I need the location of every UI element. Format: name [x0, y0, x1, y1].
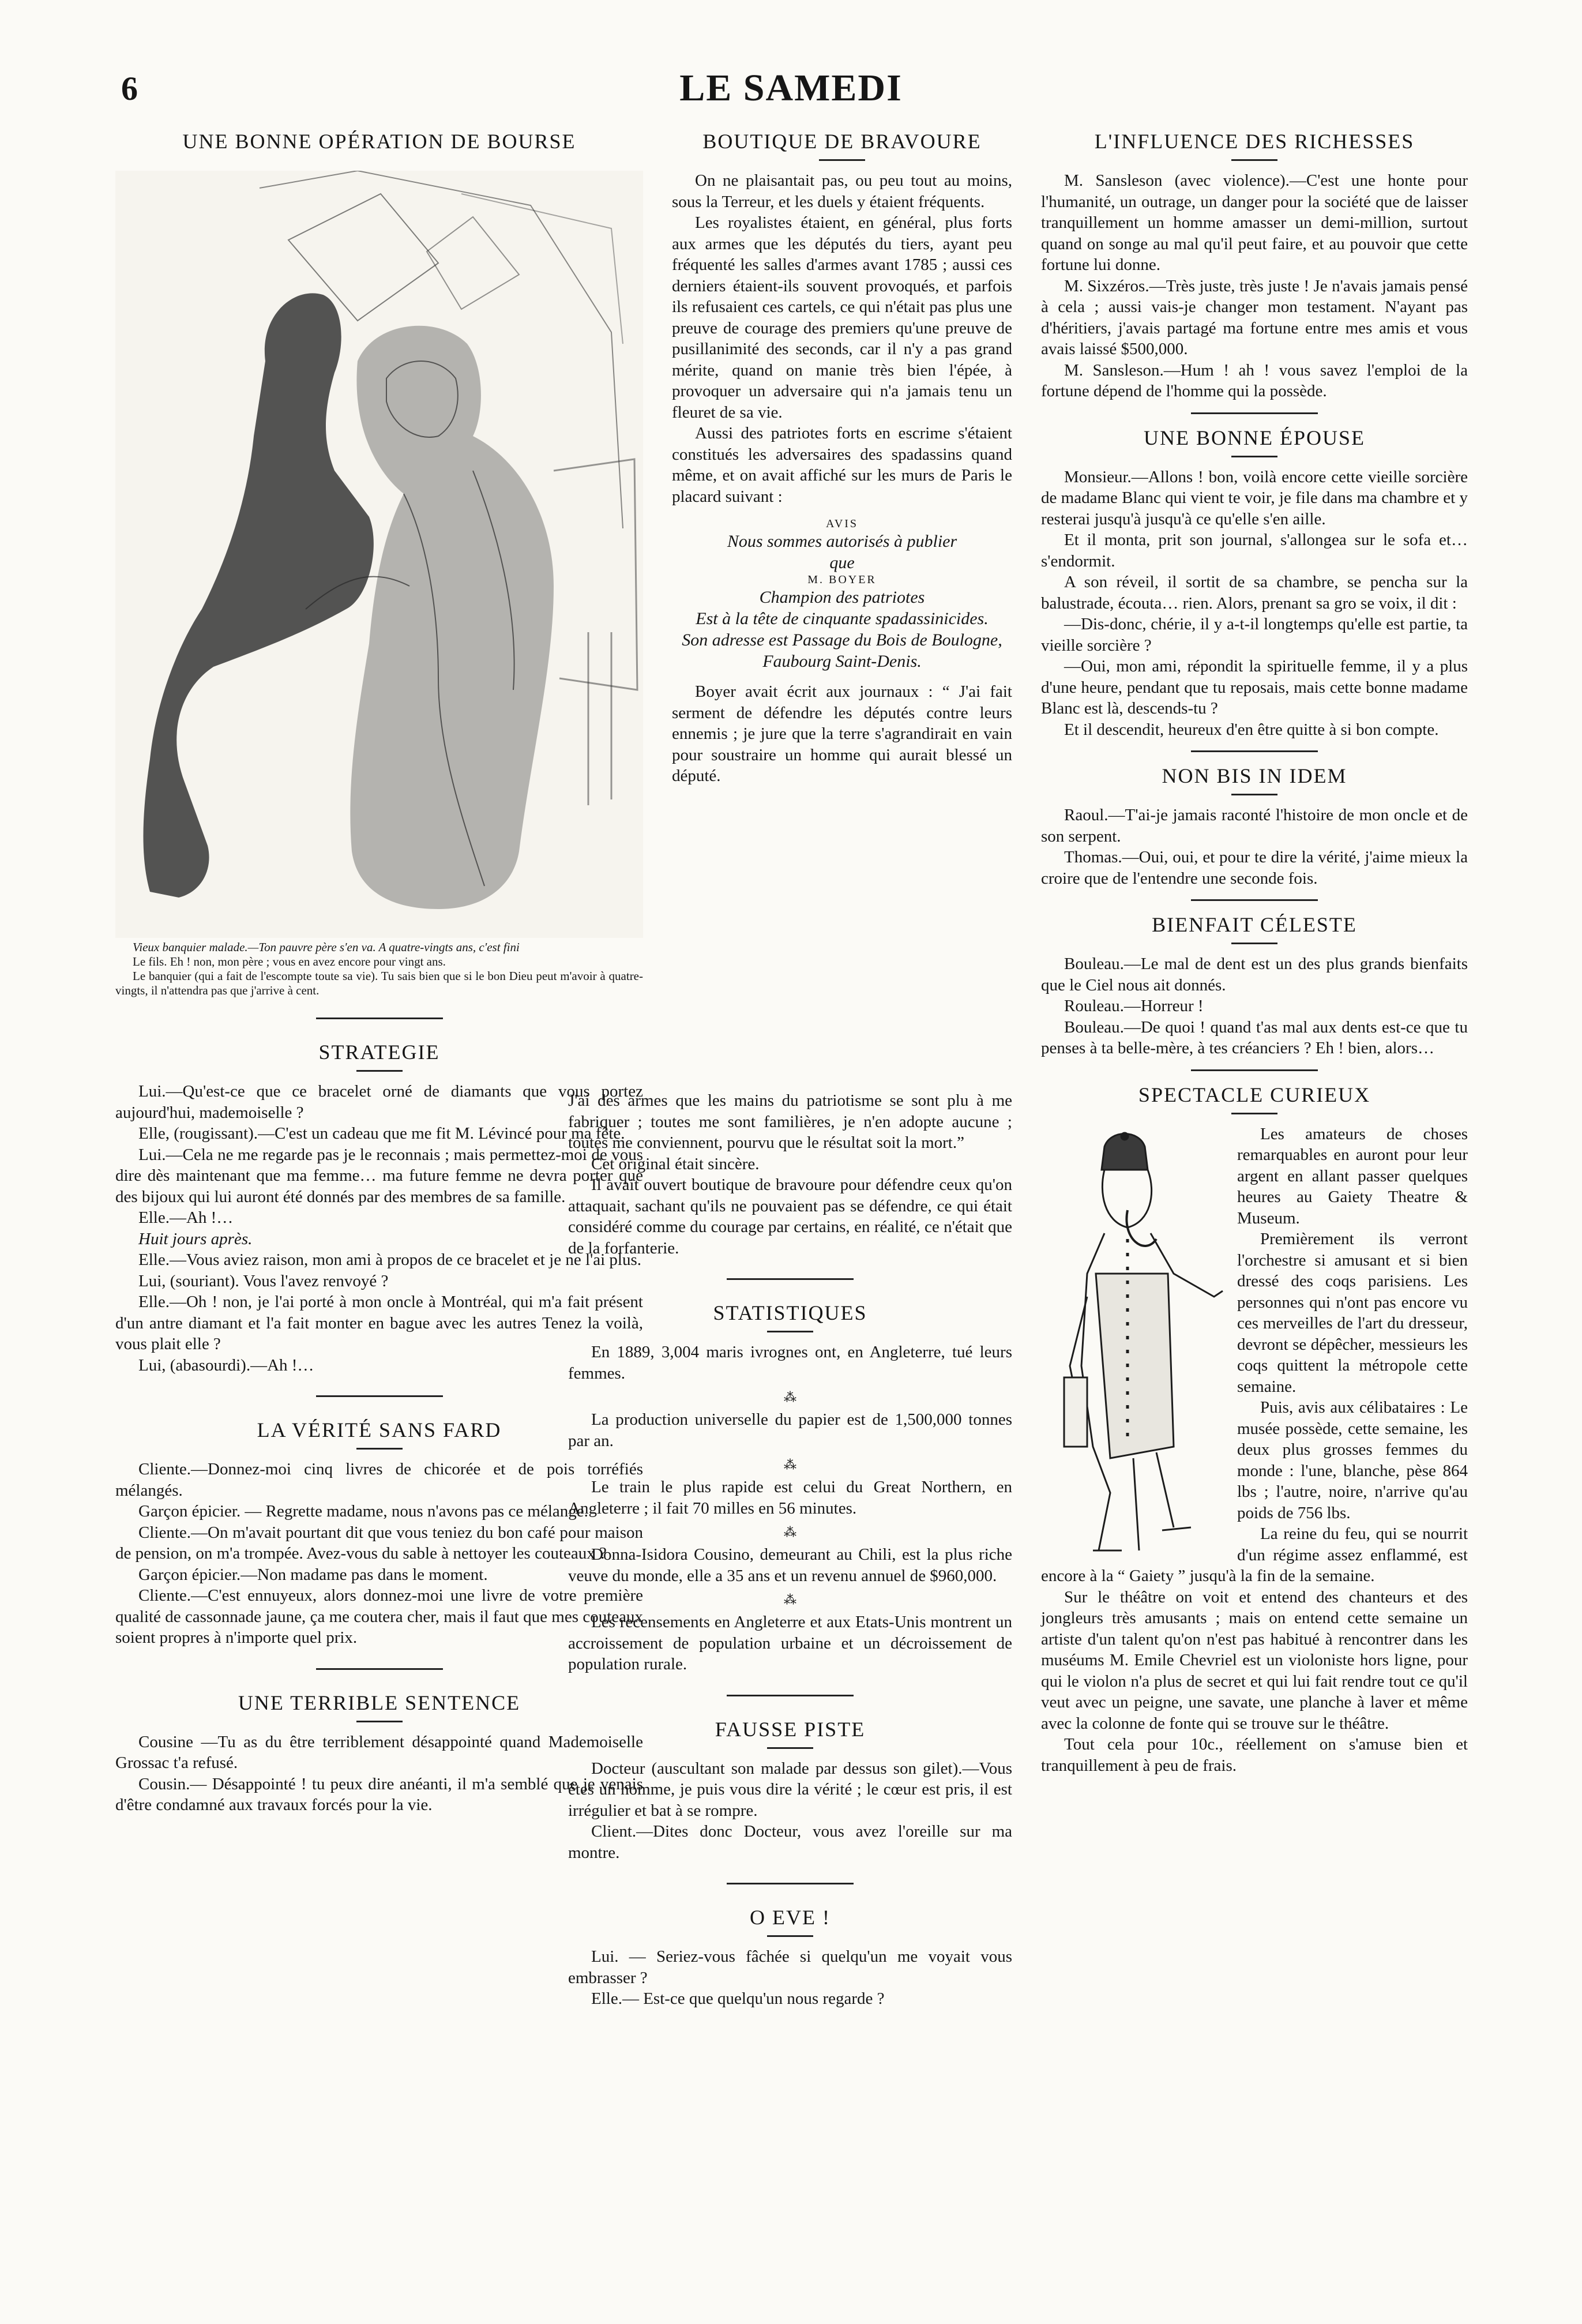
title-rule: [1231, 456, 1277, 457]
paragraph: Il avait ouvert boutique de bravoure pour défendre ceux qu'on attaquait, sachant qu'ils ne pouvaient pas se défendre, ce qui était considéré comme du courage par certains, en réalité, ce n'était que de la forfanterie.: [568, 1176, 1012, 1257]
paragraph: Les amateurs de choses remarquables en auront pour leur argent en allant passer quelques heures au Gaiety Theatre & Museum.: [1237, 1124, 1468, 1227]
paragraph: A son réveil, il sortit de sa chambre, se pencha sur la balustrade, écouta… rien. Alors, prenant sa gro se voix, il dit :: [1041, 573, 1468, 613]
paragraph: Donna-Isidora Cousino, demeurant au Chili, est la plus riche veuve du monde, elle a 35 ans et un revenu annuel de $960,000.: [568, 1545, 1012, 1585]
paragraph: Les recensements en Angleterre et aux Etats-Unis montrent un accroissement de population urbaine et un décroissement de population rurale.: [568, 1613, 1012, 1673]
paragraph: Tout cela pour 10c., réellement on s'amuse bien et tranquillement à peu de frais.: [1041, 1735, 1468, 1775]
section-divider: [316, 1018, 443, 1019]
paragraph: Cousin.— Désappointé ! tu peux dire anéanti, il m'a semblé que je venais d'être condamné aux travaux forcés pour la vie.: [115, 1774, 643, 1814]
asterism-divider: ⁂: [784, 1458, 796, 1472]
avis-line: Champion des patriotes: [759, 588, 925, 607]
paragraph: Premièrement ils verront l'orchestre si amusant et si bien dressé des coqs parisiens. Les personnes qui n'ont pas encore vu ces merveilles de l'art du dresseur, devront se dépêcher, messieurs les coqs quittent la métropole cette semaine.: [1237, 1230, 1468, 1396]
asterism-divider: ⁂: [784, 1593, 796, 1607]
column-right: [1041, 127, 1468, 1776]
article-title-verite: LA VÉRITÉ SANS FARD: [257, 1418, 502, 1441]
paragraph: Monsieur.—Allons ! bon, voilà encore cette vieille sorcière de madame Blanc qui vient te voir, je file dans ma chambre et y resterai jusqu'à jusqu'à ce qu'elle s'en aille.: [1041, 467, 1468, 528]
paragraph: Sur le théâtre on voit et entend des chanteurs et des jongleurs très amusants ; mais on entend cette semaine un artiste d'un talent qu'on n'est pas habitué à rencontrer dans les muséums M. Emile Chevriel est un violoniste hors ligne, pour qui le violon n'a plus de secret et qui lui fait rendre tout ce qu'il veut avec un peigne, une savate, une planche à laver et même avec la colonne de fonte qui se trouve sur le théâtre.: [1041, 1587, 1468, 1733]
avis-line: que: [829, 553, 855, 572]
page-number: 6: [121, 70, 138, 107]
section-divider: [1191, 899, 1318, 901]
paragraph: —Oui, mon ami, répondit la spirituelle femme, il y a plus d'une heure, pendant que tu reposais, mais cette bonne madame Blanc est là, descends-tu ?: [1041, 657, 1468, 718]
paragraph: Elle.— Est-ce que quelqu'un nous regarde ?: [591, 1989, 885, 2008]
asterism-divider: ⁂: [784, 1390, 796, 1405]
article-title-non-bis: NON BIS IN IDEM: [1162, 764, 1347, 787]
title-rule: [356, 1448, 403, 1450]
soldier-caricature: [1041, 1124, 1226, 1562]
title-rule: [767, 1747, 813, 1749]
paragraph: M. Sansleson (avec violence).—C'est une honte pour l'humanité, un outrage, un danger pour la société que de laisser tranquillement un homme amasser un demi-million, surtout quand on songe au mal qu'il peut faire, et au pouvoir que cette fortune lui donne.: [1041, 171, 1468, 274]
article-title-statistiques: STATISTIQUES: [713, 1301, 867, 1324]
article-title-epouse: UNE BONNE ÉPOUSE: [1143, 426, 1365, 449]
avis-line: Nous sommes autorisés à publier: [727, 532, 957, 551]
paragraph: Bouleau.—Le mal de dent est un des plus grands bienfaits que le Ciel nous ait donnés.: [1041, 955, 1468, 994]
paragraph: Lui, (souriant). Vous l'avez renvoyé ?: [138, 1271, 389, 1290]
paragraph: Aussi des patriotes forts en escrime s'étaient constitués les adversaires des spadassins quand même, et on avait affiché sur les murs de Paris le placard suivant :: [672, 424, 1012, 506]
article-title-boutique: BOUTIQUE DE BRAVOURE: [702, 130, 982, 153]
paragraph: Cet original était sincère.: [591, 1154, 760, 1173]
paragraph: —Dis-donc, chérie, il y a-t-il longtemps qu'elle est partie, ta vieille sorcière ?: [1041, 615, 1468, 655]
paragraph: Et il descendit, heureux d'en être quitte à si bon compte.: [1064, 720, 1439, 739]
paragraph: Elle.—Oh ! non, je l'ai porté à mon oncle à Montréal, qui m'a fait présent d'un antre diamant et l'a fait monter en bague avec les autres Tenez la voilà, vous plait elle ?: [115, 1293, 643, 1353]
soldier-illustration: [1041, 1124, 1226, 1562]
avis-name: M. BOYER: [807, 573, 877, 586]
engraving-illustration: [115, 171, 643, 938]
caption-line: Le banquier (qui a fait de l'escompte toute sa vie). Tu sais bien que si le bon Dieu peut m'avoir à quatre-vingts, il n'attendra pas que j'arrive à cent.: [115, 969, 643, 997]
avis-line: Est à la tête de cinquante spadassinicides.: [696, 609, 989, 628]
asterism-divider: ⁂: [784, 1525, 796, 1540]
avis-line: Faubourg Saint-Denis.: [762, 652, 922, 671]
title-rule: [356, 1721, 403, 1722]
paragraph: Boyer avait écrit aux journaux : “ J'ai fait serment de défendre les députés contre leurs ennemis ; je jure que la terre s'agrandirait en vain pour soustraire un homme qui aurait blessé un député.: [672, 682, 1012, 785]
paragraph: Client.—Dites donc Docteur, vous avez l'oreille sur ma montre.: [568, 1822, 1012, 1862]
paragraph: Docteur (auscultant son malade par dessus son gilet).—Vous êtes un homme, je puis vous dire la vérité ; le cœur est pris, il est irrégulier et bat à se rompre.: [568, 1759, 1012, 1820]
paragraph: Garçon épicier.—Non madame pas dans le moment.: [138, 1565, 488, 1584]
title-rule: [819, 159, 865, 161]
paragraph: Lui, (abasourdi).—Ah !…: [138, 1356, 314, 1375]
page-header: [0, 0, 1582, 121]
section-divider: [316, 1668, 443, 1670]
article-title-bienfait: BIENFAIT CÉLESTE: [1152, 913, 1357, 936]
paragraph: M. Sansleson.—Hum ! ah ! vous savez l'emploi de la fortune dépend de l'homme qui la possède.: [1041, 361, 1468, 400]
paragraph: Elle, (rougissant).—C'est un cadeau que me fit M. Lévincé pour ma fête.: [138, 1124, 625, 1143]
title-rule: [767, 1331, 813, 1332]
paragraph: Cliente.—C'est ennuyeux, alors donnez-moi une livre de votre première qualité de cassonnade jaune, ça me coutera cher, mais il faut que mes couteaux soient propres à n'importe quel prix.: [115, 1586, 643, 1647]
paragraph: Cliente.—On m'avait pourtant dit que vous teniez du bon café pour maison de pension, on m'a trompée. Avez-vous du sable à nettoyer les couteaux ?: [115, 1523, 643, 1563]
engraving-caption: [115, 940, 643, 998]
section-divider: [727, 1883, 854, 1884]
caption-line: Le fils. Eh ! non, mon père ; vous en avez encore pour vingt ans.: [133, 955, 446, 968]
section-divider: [316, 1395, 443, 1397]
title-rule: [1231, 1113, 1277, 1114]
paragraph: Elle.—Ah !…: [138, 1208, 234, 1227]
section-divider: [1191, 412, 1318, 414]
column-middle-top: [672, 127, 1012, 787]
paragraph: Lui.—Qu'est-ce que ce bracelet orné de diamants que vous portez aujourd'hui, mademoiselle ?: [115, 1082, 643, 1122]
paragraph: Les royalistes étaient, en général, plus forts aux armes que les députés du tiers, ayant peu fréquenté les salles d'armes avant 1785 ; aussi ces derniers étaient-ils souvent provoqués, et parfois ils refusaient ces cartels, ce qui n'était pas plus une preuve de courage des premiers qu'une preuve de pusillanimité des seconds, car il n'y a pas grand mérite, quand on manie très bien l'épée, à provoquer un adversaire qui n'a jamais tenu un fleuret de sa vie.: [672, 213, 1012, 422]
paragraph: Elle.—Vous aviez raison, mon ami à propos de ce bracelet et je ne l'ai plus.: [138, 1251, 641, 1269]
paragraph: Et il monta, prit son journal, s'allongea sur le sofa et… s'endormit.: [1041, 531, 1468, 570]
paragraph: M. Sixzéros.—Très juste, très juste ! Je n'avais jamais pensé à cela ; aussi vais-je changer mon testament. N'ayant pas d'héritiers, j'avais partagé ma fortune entre mes amis et vous avais laissé $500,000.: [1041, 276, 1468, 358]
masthead: LE SAMEDI: [679, 67, 903, 109]
title-rule: [767, 1935, 813, 1937]
article-title-eve: O EVE !: [750, 1906, 831, 1929]
paragraph: Cousine —Tu as du être terriblement désappointé quand Mademoiselle Grossac t'a refusé.: [115, 1732, 643, 1772]
paragraph: Rouleau.—Horreur !: [1064, 997, 1204, 1015]
title-rule: [1231, 794, 1277, 795]
paragraph: La production universelle du papier est de 1,500,000 tonnes par an.: [568, 1410, 1012, 1450]
title-rule: [1231, 943, 1277, 944]
paragraph: Thomas.—Oui, oui, et pour te dire la vérité, j'aime mieux la croire que de l'entendre une seconde fois.: [1041, 848, 1468, 888]
paragraph: La reine du feu, qui se nourrit d'un régime assez enflammé, est encore à la “ Gaiety ” jusqu'à la fin de la semaine.: [1041, 1525, 1468, 1585]
article-title-influence: L'INFLUENCE DES RICHESSES: [1094, 130, 1415, 153]
article-title-fausse-piste: FAUSSE PISTE: [715, 1717, 866, 1741]
paragraph: On ne plaisantait pas, ou peu tout au moins, sous la Terreur, et les duels y étaient fréquents.: [672, 171, 1012, 211]
paragraph: J'ai des armes que les mains du patriotisme se sont plu à me fabriquer ; toutes me sont familières, je n'en adopte aucune ; toutes me conviennent, pourvu que le résultat soit la mort.”: [568, 1091, 1012, 1152]
section-divider: [1191, 750, 1318, 752]
article-title-sentence: UNE TERRIBLE SENTENCE: [238, 1691, 521, 1714]
article-title-bourse: UNE BONNE OPÉRATION DE BOURSE: [182, 130, 576, 153]
article-title-spectacle: SPECTACLE CURIEUX: [1138, 1083, 1371, 1106]
title-rule: [356, 1070, 403, 1072]
paragraph: Le train le plus rapide est celui du Great Northern, en Angleterre ; il fait 70 milles en 56 minutes.: [568, 1478, 1012, 1518]
column-middle-bottom: [568, 1090, 1012, 2010]
paragraph: Lui.—Cela ne me regarde pas je le reconnais ; mais permettez-moi de vous dire dès maintenant que ma femme… ma future femme ne devra porter que des bijoux qui lui auront été donnés par des membres de sa famille.: [115, 1145, 643, 1206]
paragraph: Bouleau.—De quoi ! quand t'as mal aux dents est-ce que tu penses à ta belle-mère, à tes créanciers ? Eh ! bien, alors…: [1041, 1018, 1468, 1057]
paragraph: Garçon épicier. — Regrette madame, nous n'avons pas ce mélange.: [138, 1502, 588, 1520]
section-divider: [727, 1695, 854, 1696]
paragraph: Raoul.—T'ai-je jamais raconté l'histoire de mon oncle et de son serpent.: [1041, 806, 1468, 846]
title-rule: [1231, 159, 1277, 161]
section-divider: [1191, 1069, 1318, 1071]
paragraph: Huit jours après.: [138, 1229, 253, 1248]
banker-deathbed-engraving: [115, 171, 643, 938]
avis-heading: AVIS: [825, 517, 859, 530]
section-divider: [727, 1278, 854, 1280]
caption-line: Vieux banquier malade.—Ton pauvre père s'en va. A quatre-vingts ans, c'est fini: [133, 940, 520, 954]
paragraph: Cliente.—Donnez-moi cinq livres de chicorée et de pois torréfiés mélangés.: [115, 1460, 643, 1500]
avis-line: Son adresse est Passage du Bois de Boulogne,: [682, 630, 1002, 649]
paragraph: Puis, avis aux célibataires : Le musée possède, cette semaine, les deux plus grosses femmes du monde : l'une, blanche, pèse 864 lbs ; l'autre, noire, n'arrive qu'au poids de 756 lbs.: [1237, 1398, 1468, 1522]
paragraph: Lui. — Seriez-vous fâchée si quelqu'un me voyait vous embrasser ?: [568, 1947, 1012, 1987]
column-left: [115, 127, 643, 1816]
article-title-strategie: STRATEGIE: [318, 1041, 440, 1064]
paragraph: En 1889, 3,004 maris ivrognes ont, en Angleterre, tué leurs femmes.: [568, 1343, 1012, 1383]
